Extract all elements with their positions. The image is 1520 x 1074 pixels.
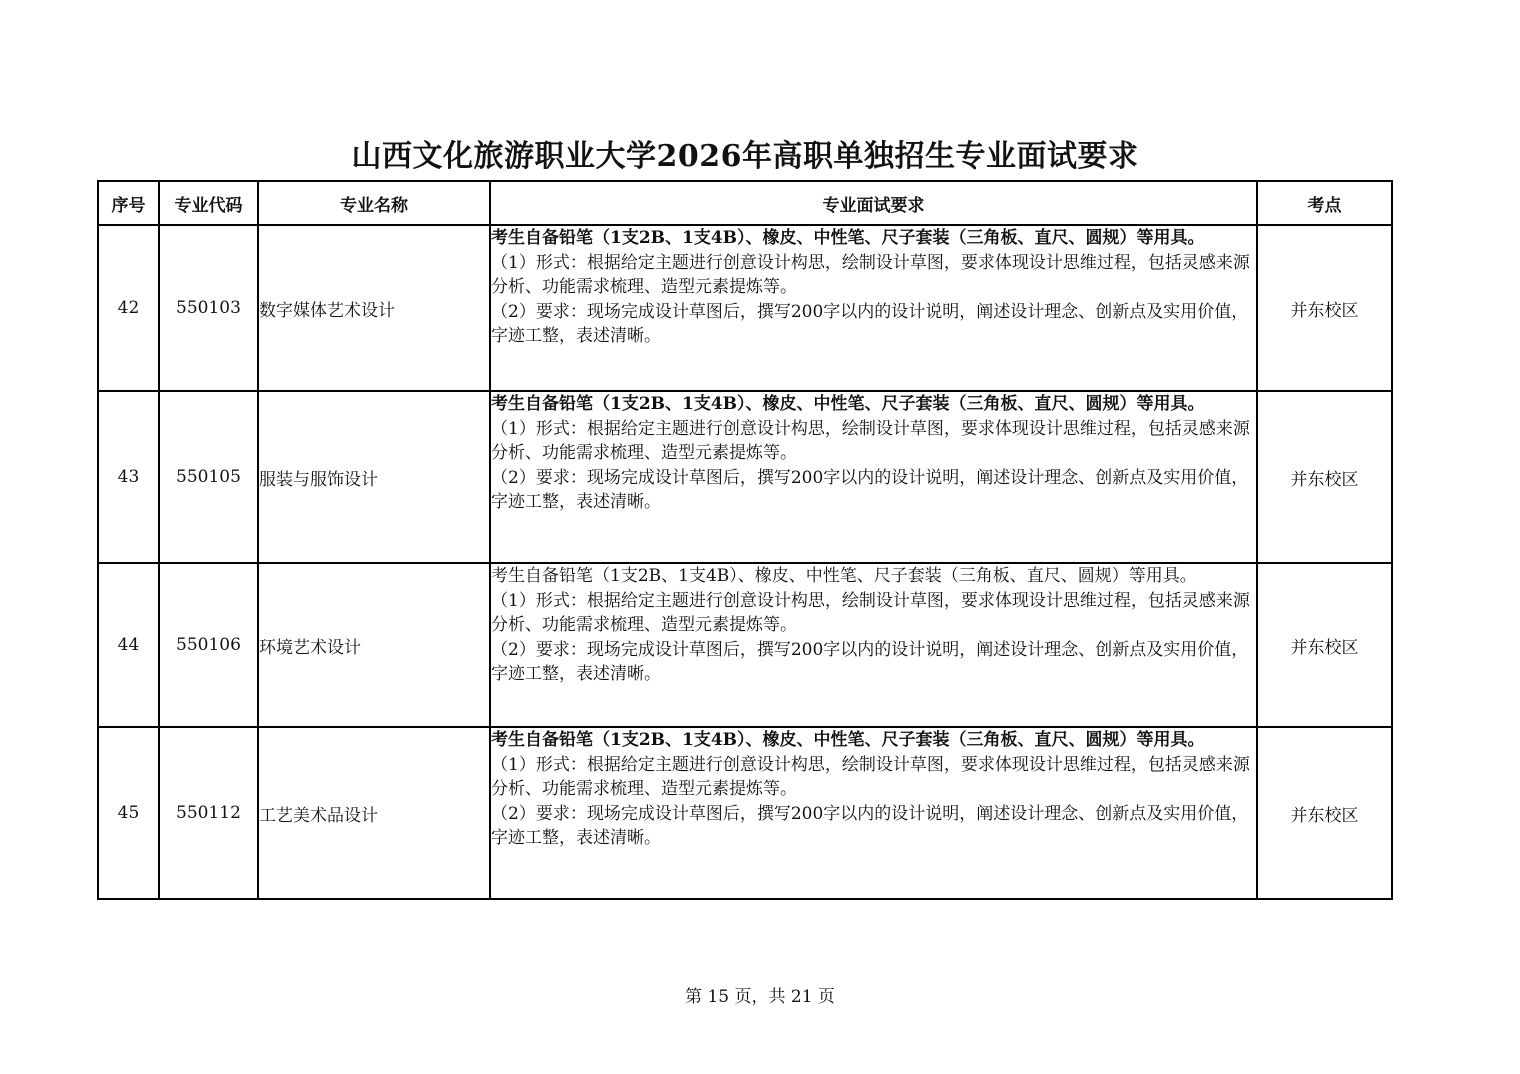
row-requirements	[490, 225, 1257, 391]
row-site: 并东校区	[1257, 391, 1392, 563]
page-title: 山西文化旅游职业大学2026年高职单独招生专业面试要求	[351, 139, 1139, 174]
requirement-tools: 考生自备铅笔（1支2B、1支4B）、橡皮、中性笔、尺子套装（三角板、直尺、圆规）等用具。	[491, 228, 1205, 248]
page-footer: 第 15 页，共 21 页	[685, 987, 835, 1007]
requirement-need: （2）要求：现场完成设计草图后，撰写200字以内的设计说明，阐述设计理念、创新点及实用价值，字迹工整，表述清晰。	[491, 467, 1249, 512]
row-code: 550112	[159, 727, 258, 899]
row-code: 550105	[159, 391, 258, 563]
requirements-table	[97, 180, 1393, 900]
requirement-need: （2）要求：现场完成设计草图后，撰写200字以内的设计说明，阐述设计理念、创新点及实用价值，字迹工整，表述清晰。	[491, 639, 1249, 684]
requirement-form: （1）形式：根据给定主题进行创意设计构思，绘制设计草图，要求体现设计思维过程，包括灵感来源分析、功能需求梳理、造型元素提炼等。	[491, 252, 1250, 297]
row-major-name: 工艺美术品设计	[258, 727, 490, 899]
requirement-form: （1）形式：根据给定主题进行创意设计构思，绘制设计草图，要求体现设计思维过程，包括灵感来源分析、功能需求梳理、造型元素提炼等。	[491, 590, 1250, 635]
row-no: 45	[98, 727, 159, 899]
row-major-name: 服装与服饰设计	[258, 391, 490, 563]
row-no: 43	[98, 391, 159, 563]
row-requirements	[490, 563, 1257, 727]
row-site: 并东校区	[1257, 563, 1392, 727]
row-major-name: 数字媒体艺术设计	[258, 225, 490, 391]
row-no: 42	[98, 225, 159, 391]
header-no: 序号	[98, 181, 159, 225]
row-no: 44	[98, 563, 159, 727]
requirement-need: （2）要求：现场完成设计草图后，撰写200字以内的设计说明，阐述设计理念、创新点及实用价值，字迹工整，表述清晰。	[491, 301, 1249, 346]
table-row	[98, 225, 1392, 391]
header-site: 考点	[1257, 181, 1392, 225]
row-code: 550103	[159, 225, 258, 391]
requirement-need: （2）要求：现场完成设计草图后，撰写200字以内的设计说明，阐述设计理念、创新点及实用价值，字迹工整，表述清晰。	[491, 803, 1249, 848]
header-name: 专业名称	[258, 181, 490, 225]
requirement-tools: 考生自备铅笔（1支2B、1支4B）、橡皮、中性笔、尺子套装（三角板、直尺、圆规）等用具。	[491, 730, 1205, 750]
row-code: 550106	[159, 563, 258, 727]
requirement-form: （1）形式：根据给定主题进行创意设计构思，绘制设计草图，要求体现设计思维过程，包括灵感来源分析、功能需求梳理、造型元素提炼等。	[491, 754, 1250, 799]
header-requirements: 专业面试要求	[490, 181, 1257, 225]
requirement-form: （1）形式：根据给定主题进行创意设计构思，绘制设计草图，要求体现设计思维过程，包括灵感来源分析、功能需求梳理、造型元素提炼等。	[491, 418, 1250, 463]
row-site: 并东校区	[1257, 727, 1392, 899]
header-code: 专业代码	[159, 181, 258, 225]
table-row	[98, 727, 1392, 899]
table-row	[98, 391, 1392, 563]
requirement-tools: 考生自备铅笔（1支2B、1支4B）、橡皮、中性笔、尺子套装（三角板、直尺、圆规）等用具。	[491, 394, 1205, 414]
row-requirements	[490, 727, 1257, 899]
row-major-name: 环境艺术设计	[258, 563, 490, 727]
requirement-tools: 考生自备铅笔（1支2B、1支4B）、橡皮、中性笔、尺子套装（三角板、直尺、圆规）等用具。	[491, 566, 1197, 586]
table-row	[98, 563, 1392, 727]
table-header-row	[98, 181, 1392, 225]
row-site: 并东校区	[1257, 225, 1392, 391]
row-requirements	[490, 391, 1257, 563]
